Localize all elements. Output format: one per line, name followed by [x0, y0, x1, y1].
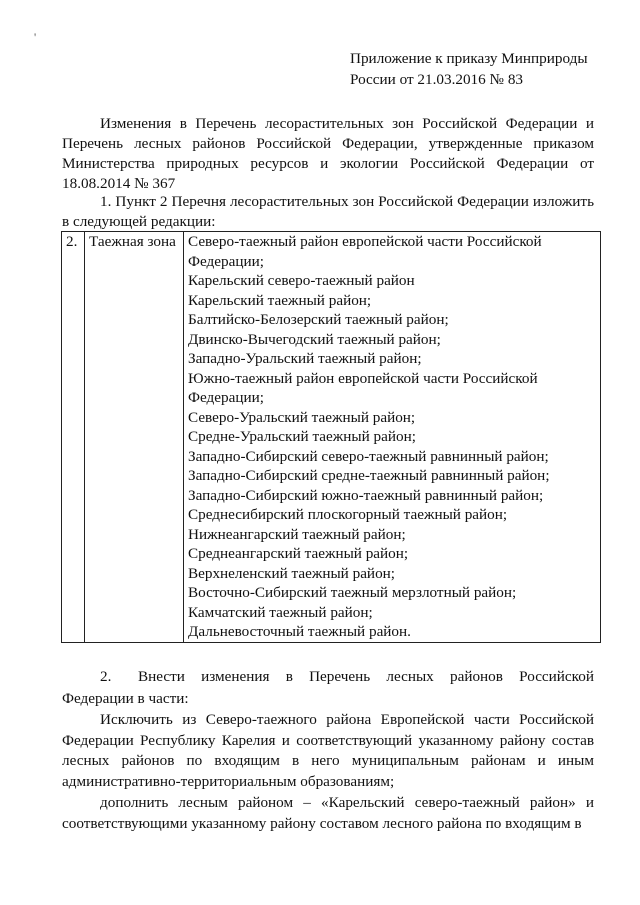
district-item: Северо-таежный район европейской части Российской Федерации;: [188, 233, 542, 270]
district-item: Восточно-Сибирский таежный мерзлотный район;: [188, 584, 517, 601]
scan-mark: ': [34, 30, 37, 44]
forest-zones-table: [61, 231, 601, 643]
district-item: Южно-таежный район европейской части Российской Федерации;: [188, 369, 538, 406]
district-item: Карельский таежный район;: [188, 291, 372, 309]
point-2-number: 2.: [100, 668, 112, 685]
point-2-text: Внести изменения в Перечень лесных районов Российской Федерации в части:: [62, 668, 594, 707]
appendix-header: [350, 48, 588, 90]
district-item: Западно-Сибирский средне-таежный равнинный район;: [188, 467, 550, 484]
district-item: Среднеангарский таежный район;: [188, 545, 409, 562]
document-title: Изменения в Перечень лесорастительных зон Российской Федерации и Перечень лесных районов Российской Федерации, утвержденные приказом Министерства природных ресурсов и экологии Российской Федерации от 18.08.2014 № 367: [62, 115, 594, 192]
point-1-paragraph: 1. Пункт 2 Перечня лесорастительных зон Российской Федерации изложить в следующей редакции:: [62, 193, 594, 230]
district-item: Среднесибирский плоскогорный таежный район;: [188, 506, 508, 523]
row-number: 2.: [62, 232, 85, 643]
district-item: Карельский северо-таежный район: [188, 272, 415, 289]
district-item: Западно-Сибирский северо-таежный равнинный район;: [188, 447, 549, 465]
district-item: Средне-Уральский таежный район;: [188, 428, 416, 445]
district-item: Двинско-Вычегодский таежный район;: [188, 330, 441, 348]
district-item: Верхнеленский таежный район;: [188, 564, 396, 582]
zone-name: Таежная зона: [85, 232, 184, 643]
district-item: Западно-Уральский таежный район;: [188, 350, 422, 367]
district-item: Дальневосточный таежный район.: [188, 623, 411, 640]
header-line-1: Приложение к приказу Минприроды: [350, 50, 588, 67]
district-item: Нижнеангарский таежный район;: [188, 525, 406, 543]
district-item: Балтийско-Белозерский таежный район;: [188, 311, 449, 328]
district-item: Северо-Уральский таежный район;: [188, 408, 416, 426]
district-item: Камчатский таежный район;: [188, 603, 373, 621]
table-row: [62, 232, 601, 643]
point-2-paragraph: [62, 666, 594, 710]
district-item: Западно-Сибирский южно-таежный равнинный район;: [188, 486, 544, 504]
header-line-2: России от 21.03.2016 № 83: [350, 71, 524, 88]
exclude-paragraph: Исключить из Северо-таежного района Европейской части Российской Федерации Республику Карелия и соответствующий указанному району состав лесных районов по входящим в него муниципальным районам и иным административно-территориальным образованиям;: [62, 711, 594, 790]
add-paragraph: дополнить лесным районом – «Карельский северо-таежный район» и соответствующими указанному району составом лесного района по входящим в: [62, 794, 594, 832]
districts-list: [184, 232, 601, 643]
